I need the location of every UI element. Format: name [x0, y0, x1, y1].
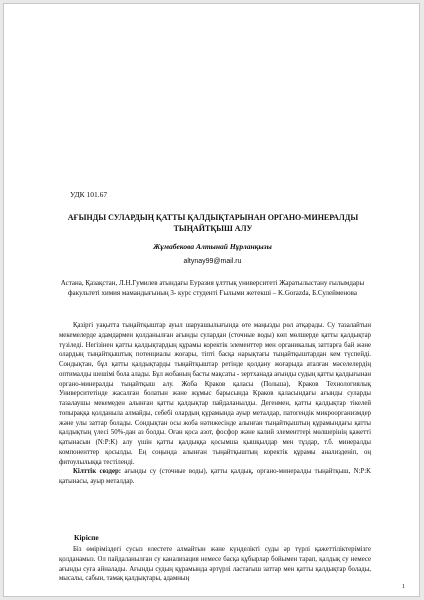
intro-heading: Кіріспе	[74, 533, 99, 542]
keywords-label: Кілттік сөздер:	[73, 468, 122, 476]
paper-title: АҒЫНДЫ СУЛАРДЫҢ ҚАТТЫ ҚАЛДЫҚТАРЫНАН ОРГАНО-МИНЕРАЛДЫ ТЫҢАЙТҚЫШ АЛУ	[67, 213, 359, 233]
author-name: Жұмабекова Алтынай Нұрланқызы	[153, 242, 272, 251]
keywords-line	[59, 467, 371, 487]
affiliation: Астана, Қазақстан, Л.Н.Гумилев атындағы Еуразия ұлттық университеті Жаратылыстану ғылымдары факультеті химия мамандығының 3- курс студенті Ғылыми жетекші – K.Gorazda, Б.Сулейменова	[60, 279, 365, 297]
intro-text: Біз өміріміздегі сусыз елестете алмайтын және күнделікті суды әр түрлі қажеттіліктерімізге қолданамыз. Ол пайдаланылған су канализация немесе басқа құбырлар бойымен тарап, қалдық су немесе ағынды суға айналады. Ағынды судың құрамында әртүрлі ластағыш заттар мен қатты қалдықтар болады, мысалы, сабын, тамақ қалдықтары, адамның	[59, 546, 371, 583]
keywords-text: ағынды су (сточные воды), қатты қалдық, органо-минералды тыңайтқыш, N:P:K қатынасы, ауыр металдар.	[59, 468, 371, 485]
page-number: 1	[402, 584, 405, 590]
intro-block	[59, 545, 371, 584]
author-email: altynay99@mail.ru	[183, 258, 242, 265]
abstract-text: Қазіргі уақытта тыңайтқыштар ауыл шаруашылығында өте маңызды рөл атқарады. Су тазалайтын мекемелерде адамдармен қолданылған ағынды сулардан (сточные воды) көп мөлшерде қатты қалдықтар түзіледі. Негізінен қатты қалдықтардың құрамы коректік элементтер мен органикалық заттарға бай және олардың тыңайтқыштық потенциалы жоғары, тіпті басқа нарықтағы тыңайтқыштардан кем түспейді. Сондықтан, бұл қатты қалдықтарды тыңайтқыштар ретінде қолдану жоғарыда аталған мәселелердің оптималды шешімі бола алады. Бұл жобаның басты мақсаты - зертханада ағынды судың қатты қалдығынан органо-минералды тыңайтқыш алу. Жоба Краков қаласы (Польша), Краков Технологиялық Университетінде жасалған болатын және жұмыс барысында Краков қаласындағы ағынды суларды тазалаушы мекемеден алынған қатты қалдықтар пайдаланылды. Дегенмен, қатты қалдықтар тікелей топыраққа қолданыла алмайды, себебі олардың құрамында ауыр металдар, патогендік микроорганизмдер және улы заттар болады. Сондықтан осы жоба нәтижесінде алынған тыңайтқыштың құрамындағы қатты қалдықтың үлесі 50%-дан аз болды. Оған қоса азот, фосфор және калий элементтері мөлшерінің қажетті қатынасын (N:P:K) алу үшін қатты қалдыққа қосымша қышқылдар мен тұздар, т.б. минералды компоненттер қосылды. Ең соңында алынған тыңайтқыштың коректік құрамы анализденіп, оң фитоулылыққа тестіленді.	[59, 322, 371, 466]
document-page	[3, 3, 420, 597]
abstract-block	[59, 321, 371, 487]
udc-code: УДК 101.67	[70, 190, 108, 199]
